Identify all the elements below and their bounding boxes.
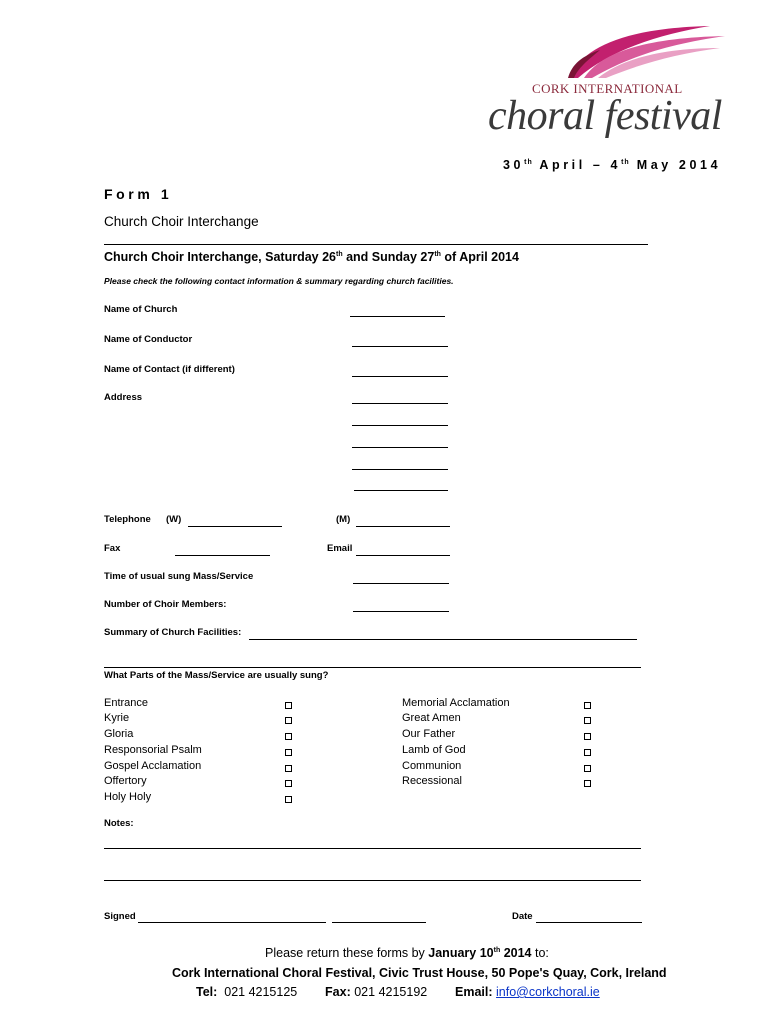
festival-address: Cork International Choral Festival, Civic Trust House, 50 Pope's Quay, Cork, Ireland [172,966,667,980]
checkbox-memorial-acclamation[interactable] [584,702,591,709]
form-number: Form 1 [104,186,173,202]
form-heading: Church Choir Interchange, Saturday 26th and Sunday 27th of April 2014 [104,250,519,264]
conductor-label: Name of Conductor [104,334,193,345]
mass-part-holy-holy: Holy Holy [104,791,152,803]
checkbox-gospel-acclamation[interactable] [285,765,292,772]
mass-part-memorial-acclamation: Memorial Acclamation [402,697,510,709]
church-name-field[interactable] [350,316,445,317]
logo-swoosh-icon [560,20,730,82]
facilities-field-2[interactable] [104,667,641,668]
email-field[interactable] [356,555,450,556]
checkbox-lamb-of-god[interactable] [584,749,591,756]
checkbox-our-father[interactable] [584,733,591,740]
email-link[interactable]: info@corkchoral.ie [496,985,600,999]
mass-part-offertory: Offertory [104,775,147,787]
fax-label: Fax [104,543,121,554]
telephone-mobile-field[interactable] [356,526,450,527]
checkbox-entrance[interactable] [285,702,292,709]
checkbox-gloria[interactable] [285,733,292,740]
checkbox-communion[interactable] [584,765,591,772]
form-subtitle: Church Choir Interchange [104,214,259,229]
checkbox-great-amen[interactable] [584,717,591,724]
fax-field[interactable] [175,555,270,556]
telephone-mobile-label: (M) [336,514,351,525]
mass-part-communion: Communion [402,760,462,772]
form-instruction: Please check the following contact information & summary regarding church facilities. [104,276,454,286]
mass-part-kyrie: Kyrie [104,712,130,724]
telephone-work-label: (W) [166,514,182,525]
date-label: Date [512,911,533,922]
festival-dates: 30th April – 4th May 2014 [503,158,722,172]
address-line-4-field[interactable] [352,469,448,470]
signature-field[interactable] [138,922,326,923]
contact-label: Name of Contact (if different) [104,364,235,375]
mass-part-gospel-acclamation: Gospel Acclamation [104,760,202,772]
mass-parts-label: What Parts of the Mass/Service are usually sung? [104,670,329,681]
mass-part-our-father: Our Father [402,728,456,740]
notes-line-2-field[interactable] [104,880,641,881]
mass-part-gloria: Gloria [104,728,134,740]
mass-part-recessional: Recessional [402,775,462,787]
signature-name-field[interactable] [332,922,426,923]
mass-time-label: Time of usual sung Mass/Service [104,571,254,582]
email-label: Email [327,543,353,554]
address-line-1-field[interactable] [352,403,448,404]
choir-members-field[interactable] [353,611,449,612]
checkbox-holy-holy[interactable] [285,796,292,803]
address-label: Address [104,392,143,403]
contact-field[interactable] [352,376,448,377]
mass-part-great-amen: Great Amen [402,712,461,724]
contact-line: Tel: 021 4215125 Fax: 021 4215192 Email: info@corkchoral.ie [196,985,600,999]
mass-part-responsorial-psalm: Responsorial Psalm [104,744,202,756]
return-instruction: Please return these forms by January 10th 2014 to: [265,946,549,960]
conductor-field[interactable] [352,346,448,347]
telephone-label: Telephone [104,514,151,525]
choir-members-label: Number of Choir Members: [104,599,227,610]
facilities-field[interactable] [249,639,637,640]
address-line-2-field[interactable] [352,425,448,426]
checkbox-recessional[interactable] [584,780,591,787]
telephone-work-field[interactable] [188,526,282,527]
mass-part-lamb-of-god: Lamb of God [402,744,466,756]
church-name-label: Name of Church [104,304,178,315]
mass-time-field[interactable] [353,583,449,584]
notes-line-1-field[interactable] [104,848,641,849]
logo-subtitle: CORK INTERNATIONAL [532,81,683,96]
mass-part-entrance: Entrance [104,697,149,709]
checkbox-kyrie[interactable] [285,717,292,724]
divider [104,244,648,245]
facilities-label: Summary of Church Facilities: [104,627,242,638]
notes-label: Notes: [104,818,134,829]
signed-label: Signed [104,911,136,922]
logo-title: choral festival [488,93,722,139]
date-field[interactable] [536,922,642,923]
checkbox-offertory[interactable] [285,780,292,787]
address-line-5-field[interactable] [354,490,448,491]
checkbox-responsorial-psalm[interactable] [285,749,292,756]
address-line-3-field[interactable] [352,447,448,448]
